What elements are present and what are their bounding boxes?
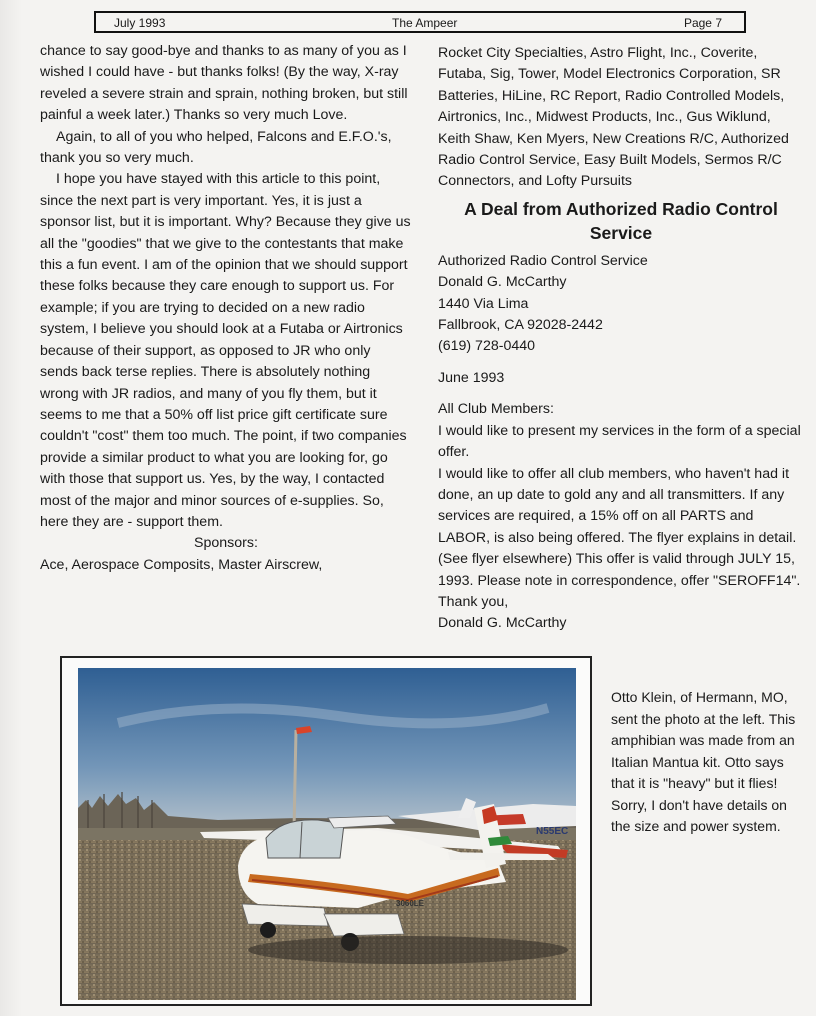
page-edge-shadow — [0, 0, 22, 1016]
address-line: Authorized Radio Control Service — [438, 252, 648, 269]
section-title: A Deal from Authorized Radio Control Service — [464, 198, 778, 243]
letter-date: June 1993 — [438, 369, 505, 386]
paragraph-goodbye: chance to say good-bye and thanks to as many of you as I wished I could have - but thanks folks! (By the way, X-ray reveled a severe strain and sprain, nothing broken, but still painful a week later.) Thanks so very much Love. — [40, 43, 408, 124]
sponsors-list-continued: Rocket City Specialties, Astro Flight, Inc., Coverite, Futaba, Sig, Tower, Model Electronics Corporation, SR Batteries, HiLine, RC Report, Radio Controlled Models, Airtronics, Inc., Midwest Products, Inc., Gus Wiklund, Keith Shaw, Ken Myers, New Creations R/C, Authorized Radio Control Service, Easy Built Models, Sermos R/C Connectors, and Lofty Pursuits — [438, 45, 789, 190]
paragraph-sponsor-intro: I hope you have stayed with this article to this point, since the next part is very important. Yes, it is just a sponsor list, but it is important. Why? Because they give us all the "goodies" that we give to the contestants that make this a fun event. I am of the opinion that we should support these folks because they care enough to support us. For example; if you are trying to decided on a new radio system, I believe you should look at a Futaba or Airtronics because of their support, as opposed to JR who only sends back terse replies. There is absolutely nothing wrong with JR radios, and many of you fly them, but it seems to me that a 50% off list price gift certificate sure couldn't "cost" them too much. The point, if two companies provide a similar product to what you are looking for, go with those that support us. Yes, by the way, I contacted most of the major and minor sources of e-supplies. So, here they are - support them. — [40, 171, 411, 530]
letter-body-1: I would like to present my services in the form of a special offer. — [438, 422, 801, 461]
newsletter-title: The Ampeer — [392, 16, 458, 30]
photo-caption: Otto Klein, of Hermann, MO, sent the photo at the left. This amphibian was made from an Italian Mantua kit. Otto says that it is "heavy" but it flies! Sorry, I don't have details on the size and power system. — [611, 689, 796, 834]
tail-number-text: N55EC — [536, 826, 569, 837]
page-number: Page 7 — [683, 16, 722, 30]
sender-address — [438, 251, 804, 358]
amphibian-airplane-photo — [78, 668, 576, 1000]
fuselage-registration-text: 3060LE — [396, 899, 425, 908]
letter-salutation: All Club Members: — [438, 401, 554, 418]
address-line: (619) 728-0440 — [438, 338, 536, 355]
sponsors-list-start: Ace, Aerospace Composits, Master Airscrew, — [40, 556, 323, 573]
address-line: Fallbrook, CA 92028-2442 — [438, 317, 603, 334]
sponsors-heading: Sponsors: — [194, 535, 258, 552]
letter-body-2: I would like to offer all club members, who haven't had it done, an up date to gold any and all transmitters. If any services are required, a 15% off on all PARTS and LABOR, is also being offered. The flyer explains in detail. (See flyer elsewhere) This offer is valid through JULY 15, 1993. Please note in correspondence, offer "SEROFF14". — [438, 465, 801, 589]
address-line: 1440 Via Lima — [438, 295, 529, 312]
header-date: July 1993 — [114, 16, 166, 30]
left-column — [40, 41, 412, 576]
letter-signature: Donald G. McCarthy — [438, 615, 567, 632]
paragraph-thanks: Again, to all of you who helped, Falcons and E.F.O.'s, thank you so very much. — [40, 128, 392, 167]
page-header — [94, 11, 746, 33]
letter-closing: Thank you, — [438, 593, 509, 610]
right-column — [438, 43, 804, 635]
photo-frame — [60, 656, 592, 1006]
address-line: Donald G. McCarthy — [438, 274, 567, 291]
